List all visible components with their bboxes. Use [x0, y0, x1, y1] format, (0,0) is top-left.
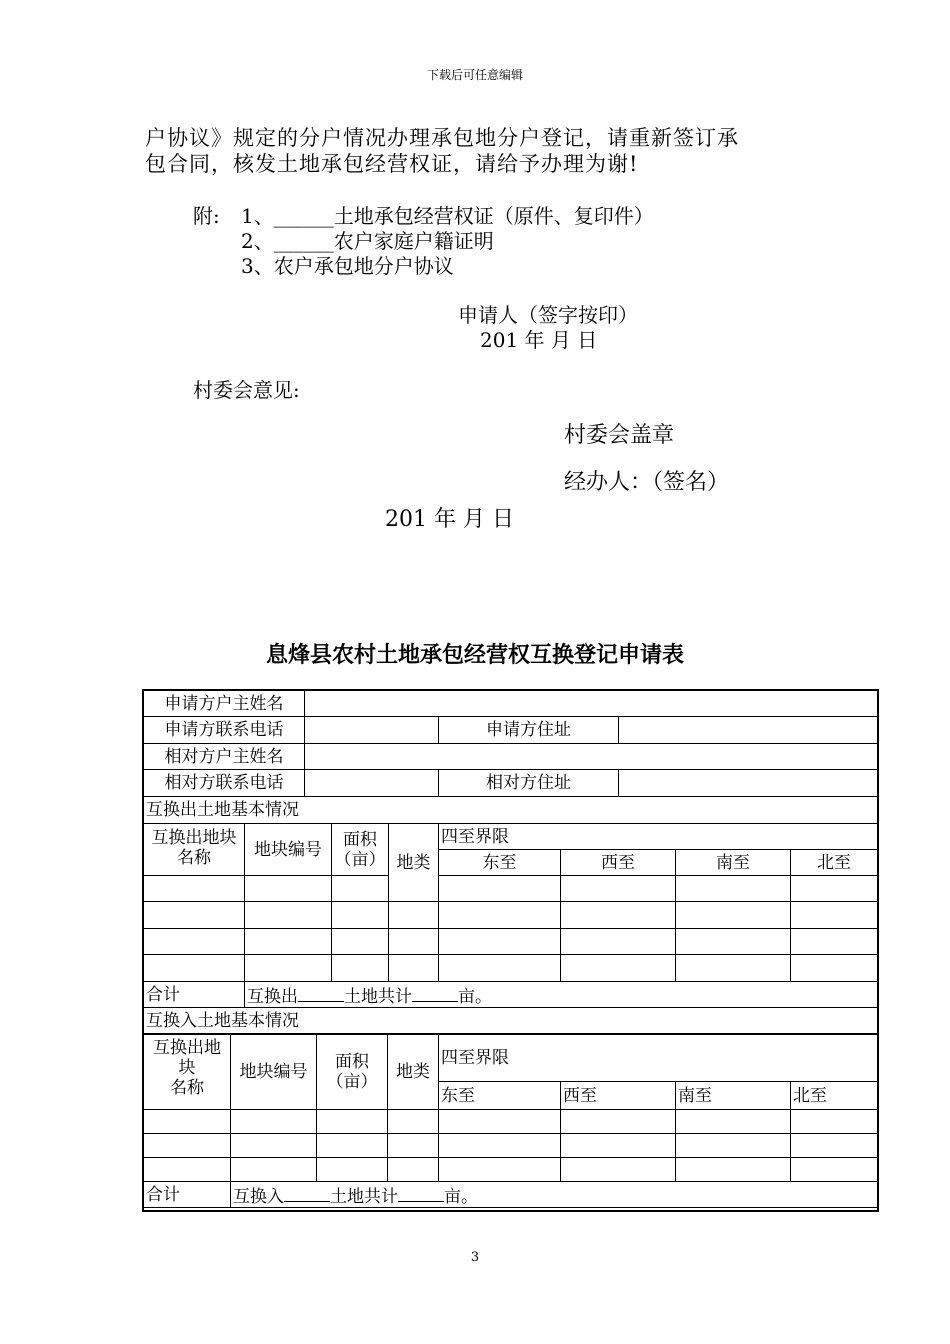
applicant-name-label: 申请方户主姓名 — [144, 691, 305, 717]
out-sum-blank-2[interactable] — [412, 983, 458, 1002]
in-sum-suffix: 亩。 — [444, 1186, 478, 1207]
out-section-title: 互换出土地基本情况 — [144, 797, 878, 824]
applicant-date: 201 年 月 日 — [480, 328, 598, 352]
out-sum-blank-1[interactable] — [298, 983, 344, 1002]
applicant-address-field[interactable] — [619, 717, 878, 744]
table-row — [144, 902, 878, 929]
applicant-name-field[interactable] — [305, 691, 878, 717]
table-row — [144, 955, 878, 982]
header-note: 下载后可任意编辑 — [426, 68, 523, 82]
table-row — [144, 929, 878, 955]
counterpart-name-label: 相对方户主姓名 — [144, 744, 305, 770]
out-sum-suffix: 亩。 — [458, 986, 492, 1007]
in-plot-name-line-1: 互换出地 — [153, 1038, 221, 1058]
out-sum-middle: 土地共计 — [344, 986, 412, 1007]
in-sum-middle: 土地共计 — [330, 1186, 398, 1207]
exchange-out-table — [143, 823, 878, 1034]
body-line-2: 包合同，核发土地承包经营权证，请给予办理为谢! — [145, 152, 639, 176]
out-east-header: 东至 — [439, 850, 561, 876]
applicant-phone-field[interactable] — [305, 717, 439, 744]
out-total-sentence — [245, 982, 878, 1008]
applicant-phone-label: 申请方联系电话 — [144, 717, 305, 744]
out-boundary-header: 四至界限 — [439, 824, 878, 850]
attachment-item-3: 3、农户承包地分户协议 — [241, 254, 454, 278]
in-total-sentence — [231, 1182, 878, 1208]
page-number: 3 — [470, 1250, 480, 1265]
village-opinion-label: 村委会意见: — [193, 378, 300, 402]
in-area-header: 面积（亩） — [317, 1035, 388, 1110]
in-plot-no-header: 地块编号 — [231, 1035, 317, 1110]
in-boundary-header: 四至界限 — [439, 1035, 878, 1082]
out-south-header: 南至 — [676, 850, 791, 876]
table-row — [144, 1158, 878, 1182]
in-plot-name-header — [144, 1035, 231, 1110]
counterpart-address-label: 相对方住址 — [439, 770, 619, 797]
in-total-label: 合计 — [144, 1182, 231, 1208]
counterpart-name-field[interactable] — [305, 744, 878, 770]
out-area-header: 面积（亩） — [332, 824, 389, 876]
counterpart-address-field[interactable] — [619, 770, 878, 797]
form-title: 息烽县农村土地承包经营权互换登记申请表 — [265, 642, 684, 668]
table-row — [144, 1110, 878, 1134]
counterpart-phone-label: 相对方联系电话 — [144, 770, 305, 797]
out-plot-name-header: 互换出地块名称 — [144, 824, 245, 876]
applicant-signature-label: 申请人（签字按印） — [458, 303, 638, 327]
out-plot-no-header: 地块编号 — [245, 824, 332, 876]
attachments-prefix: 附: — [193, 204, 220, 228]
in-north-header: 北至 — [791, 1082, 878, 1110]
counterpart-phone-field[interactable] — [305, 770, 439, 797]
handler-signature-label: 经办人：（签名） — [564, 470, 730, 495]
table-row — [144, 876, 878, 902]
in-sum-blank-2[interactable] — [398, 1183, 444, 1202]
applicant-address-label: 申请方住址 — [439, 717, 619, 744]
in-plot-name-line-3: 名称 — [170, 1078, 204, 1098]
out-sum-prefix: 互换出 — [247, 986, 298, 1007]
in-sum-prefix: 互换入 — [233, 1186, 284, 1207]
village-date: 201 年 月 日 — [385, 507, 514, 532]
table-row — [144, 1134, 878, 1158]
out-total-label: 合计 — [144, 982, 245, 1008]
parties-table — [143, 690, 878, 824]
attachment-item-1: 1、______土地承包经营权证（原件、复印件） — [241, 204, 654, 228]
in-sum-blank-1[interactable] — [284, 1183, 330, 1202]
in-east-header: 东至 — [439, 1082, 561, 1110]
in-south-header: 南至 — [676, 1082, 791, 1110]
exchange-in-table — [143, 1034, 878, 1208]
body-line-1: 户协议》规定的分户情况办理承包地分户登记，请重新签订承 — [145, 126, 739, 150]
attachment-item-2: 2、______农户家庭户籍证明 — [241, 229, 494, 253]
out-land-type-header: 地类 — [389, 824, 439, 902]
out-north-header: 北至 — [791, 850, 878, 876]
in-west-header: 西至 — [561, 1082, 676, 1110]
in-land-type-header: 地类 — [388, 1035, 439, 1110]
in-plot-name-line-2: 块 — [178, 1058, 196, 1078]
in-section-title: 互换入土地基本情况 — [144, 1008, 878, 1034]
out-west-header: 西至 — [561, 850, 676, 876]
village-stamp-label: 村委会盖章 — [564, 423, 675, 448]
